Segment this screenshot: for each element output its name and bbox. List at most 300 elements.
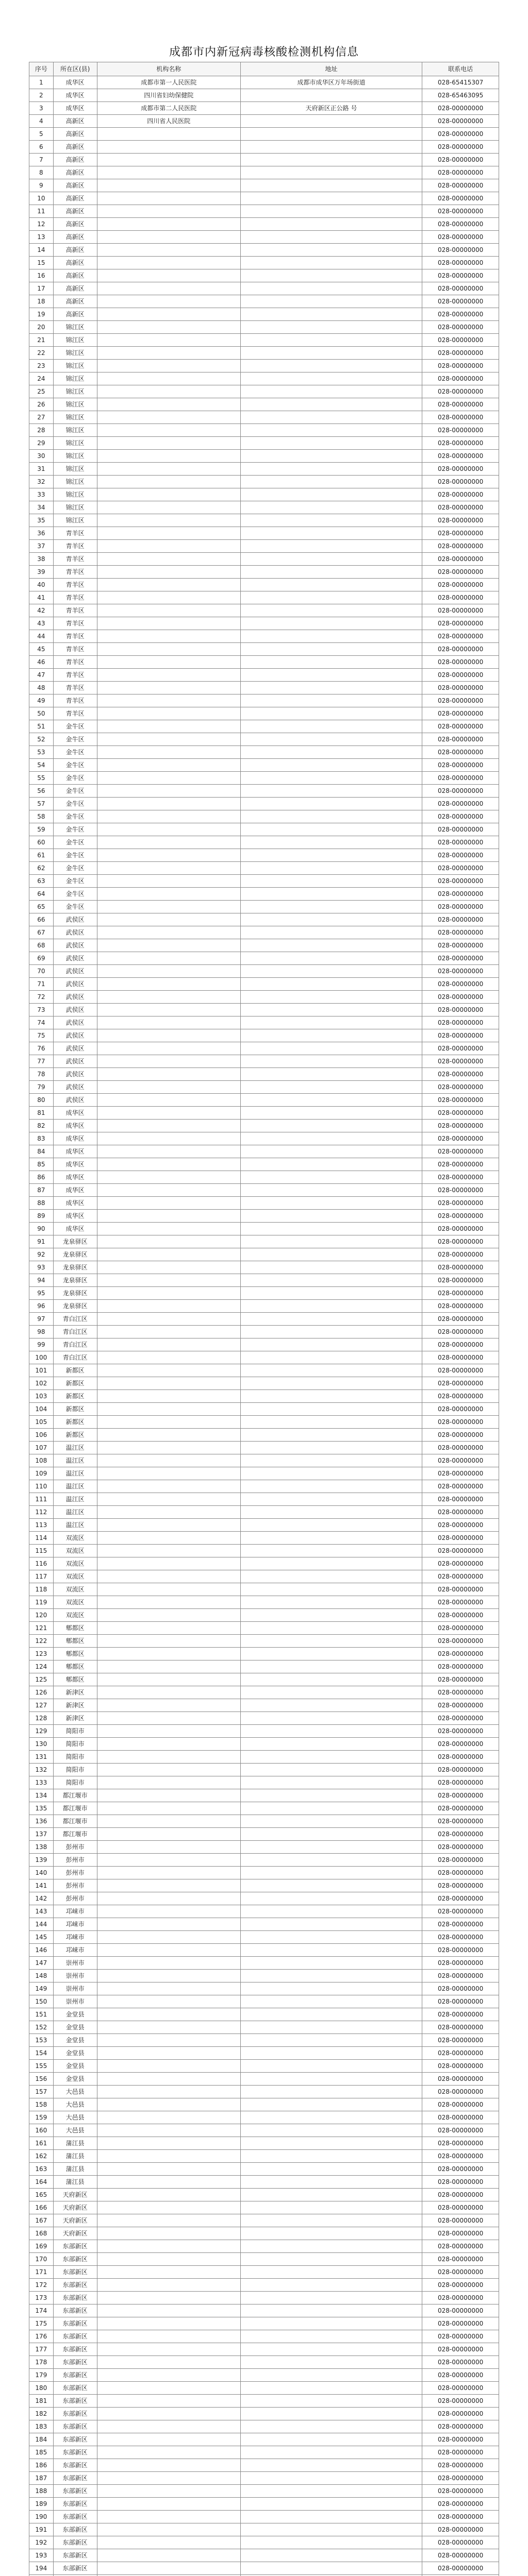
- cell-name: [97, 2047, 240, 2060]
- table-row: [29, 411, 499, 424]
- cell-phone: 028-00000000: [422, 1416, 499, 1429]
- cell-address: [240, 244, 422, 257]
- table-row: [29, 398, 499, 411]
- cell-district: 青羊区: [53, 707, 97, 720]
- cell-address: [240, 166, 422, 179]
- table-row: [29, 952, 499, 965]
- cell-address: [240, 463, 422, 476]
- cell-phone: 028-00000000: [422, 450, 499, 463]
- cell-phone: 028-00000000: [422, 1029, 499, 1042]
- table-row: [29, 978, 499, 991]
- cell-phone: 028-00000000: [422, 694, 499, 707]
- table-row: [29, 1403, 499, 1416]
- cell-district: 高新区: [53, 308, 97, 321]
- cell-no: 61: [29, 849, 54, 862]
- cell-phone: 028-00000000: [422, 553, 499, 566]
- cell-phone: 028-00000000: [422, 1686, 499, 1699]
- cell-name: [97, 2124, 240, 2137]
- cell-district: 成华区: [53, 1223, 97, 1235]
- cell-no: 63: [29, 875, 54, 888]
- cell-name: [97, 926, 240, 939]
- cell-name: [97, 179, 240, 192]
- cell-no: 103: [29, 1390, 54, 1403]
- cell-name: [97, 2420, 240, 2433]
- cell-address: [240, 2562, 422, 2575]
- cell-no: 27: [29, 411, 54, 424]
- table-row: [29, 1235, 499, 1248]
- cell-name: [97, 604, 240, 617]
- cell-phone: 028-00000000: [422, 1094, 499, 1107]
- cell-no: 107: [29, 1442, 54, 1454]
- cell-district: 东部新区: [53, 2266, 97, 2279]
- cell-phone: 028-00000000: [422, 759, 499, 772]
- table-row: [29, 2317, 499, 2330]
- table-row: [29, 205, 499, 218]
- header-address: 地址: [240, 62, 422, 76]
- cell-phone: 028-00000000: [422, 1789, 499, 1802]
- cell-address: [240, 372, 422, 385]
- cell-phone: 028-00000000: [422, 1287, 499, 1300]
- cell-no: 37: [29, 540, 54, 553]
- cell-no: 150: [29, 1995, 54, 2008]
- cell-no: 170: [29, 2253, 54, 2266]
- cell-address: [240, 1944, 422, 1957]
- table-row: [29, 2459, 499, 2472]
- table-row: [29, 707, 499, 720]
- cell-phone: 028-00000000: [422, 2111, 499, 2124]
- cell-district: 大邑县: [53, 2086, 97, 2098]
- table-row: [29, 2150, 499, 2163]
- cell-phone: 028-00000000: [422, 2330, 499, 2343]
- table-row: [29, 1390, 499, 1403]
- table-row: [29, 1557, 499, 1570]
- table-row: [29, 1789, 499, 1802]
- cell-name: [97, 360, 240, 372]
- cell-name: [97, 2214, 240, 2227]
- cell-address: [240, 398, 422, 411]
- cell-district: 新津区: [53, 1699, 97, 1712]
- cell-name: [97, 1107, 240, 1120]
- cell-address: [240, 2098, 422, 2111]
- cell-address: [240, 1184, 422, 1197]
- cell-name: [97, 2201, 240, 2214]
- cell-address: [240, 2279, 422, 2292]
- table-row: [29, 1725, 499, 1738]
- cell-phone: 028-00000000: [422, 1532, 499, 1545]
- table-row: [29, 1854, 499, 1867]
- table-row: [29, 2420, 499, 2433]
- table-row: [29, 2433, 499, 2446]
- cell-address: [240, 669, 422, 682]
- cell-name: [97, 1892, 240, 1905]
- cell-phone: 028-00000000: [422, 244, 499, 257]
- cell-phone: 028-00000000: [422, 1557, 499, 1570]
- cell-phone: 028-00000000: [422, 372, 499, 385]
- cell-no: 3: [29, 102, 54, 115]
- cell-no: 137: [29, 1828, 54, 1841]
- cell-no: 36: [29, 527, 54, 540]
- cell-name: [97, 1248, 240, 1261]
- cell-phone: 028-00000000: [422, 1828, 499, 1841]
- cell-phone: 028-00000000: [422, 1776, 499, 1789]
- cell-district: 双流区: [53, 1545, 97, 1557]
- cell-address: [240, 257, 422, 269]
- cell-address: [240, 1648, 422, 1660]
- cell-district: 锦江区: [53, 411, 97, 424]
- table-row: [29, 1454, 499, 1467]
- cell-district: 东部新区: [53, 2485, 97, 2498]
- cell-phone: 028-00000000: [422, 849, 499, 862]
- cell-address: [240, 334, 422, 347]
- cell-address: [240, 1300, 422, 1313]
- cell-phone: 028-00000000: [422, 514, 499, 527]
- cell-name: [97, 282, 240, 295]
- cell-district: 东部新区: [53, 2304, 97, 2317]
- cell-district: 郫都区: [53, 1648, 97, 1660]
- cell-no: 10: [29, 192, 54, 205]
- cell-phone: 028-00000000: [422, 2189, 499, 2201]
- cell-phone: 028-00000000: [422, 1351, 499, 1364]
- cell-no: 18: [29, 295, 54, 308]
- cell-name: [97, 334, 240, 347]
- table-row: [29, 2485, 499, 2498]
- cell-name: [97, 2369, 240, 2382]
- cell-phone: 028-00000000: [422, 1622, 499, 1635]
- cell-phone: 028-00000000: [422, 810, 499, 823]
- cell-district: 青羊区: [53, 617, 97, 630]
- cell-district: 金牛区: [53, 798, 97, 810]
- table-row: [29, 347, 499, 360]
- table-row: [29, 553, 499, 566]
- table-row: [29, 1493, 499, 1506]
- cell-phone: 028-00000000: [422, 1429, 499, 1442]
- cell-name: [97, 1197, 240, 1210]
- cell-district: 东部新区: [53, 2330, 97, 2343]
- table-row: [29, 1635, 499, 1648]
- cell-phone: 028-00000000: [422, 2047, 499, 2060]
- table-row: [29, 875, 499, 888]
- cell-phone: 028-00000000: [422, 1506, 499, 1519]
- table-body: [29, 76, 499, 2576]
- table-row: [29, 1158, 499, 1171]
- table-row: [29, 115, 499, 128]
- cell-phone: 028-00000000: [422, 398, 499, 411]
- cell-name: [97, 2523, 240, 2536]
- cell-address: [240, 1403, 422, 1416]
- cell-name: [97, 656, 240, 669]
- cell-district: 新都区: [53, 1377, 97, 1390]
- cell-phone: 028-00000000: [422, 1467, 499, 1480]
- cell-address: [240, 1442, 422, 1454]
- table-row: [29, 2021, 499, 2034]
- table-row: [29, 1970, 499, 1982]
- cell-phone: 028-00000000: [422, 2498, 499, 2511]
- cell-name: [97, 2562, 240, 2575]
- cell-district: 青羊区: [53, 591, 97, 604]
- table-row: [29, 1841, 499, 1854]
- cell-district: 高新区: [53, 295, 97, 308]
- cell-address: [240, 1506, 422, 1519]
- cell-no: 99: [29, 1338, 54, 1351]
- cell-district: 彭州市: [53, 1841, 97, 1854]
- cell-no: 47: [29, 669, 54, 682]
- cell-district: 龙泉驿区: [53, 1300, 97, 1313]
- cell-district: 郫都区: [53, 1660, 97, 1673]
- cell-phone: 028-00000000: [422, 540, 499, 553]
- cell-address: [240, 1970, 422, 1982]
- cell-name: [97, 1686, 240, 1699]
- cell-address: [240, 1467, 422, 1480]
- table-row: [29, 1429, 499, 1442]
- cell-no: 128: [29, 1712, 54, 1725]
- cell-address: [240, 720, 422, 733]
- cell-phone: 028-00000000: [422, 566, 499, 579]
- cell-phone: 028-00000000: [422, 1390, 499, 1403]
- cell-address: [240, 308, 422, 321]
- cell-name: [97, 1068, 240, 1081]
- cell-phone: 028-00000000: [422, 501, 499, 514]
- cell-address: [240, 1815, 422, 1828]
- cell-address: [240, 540, 422, 553]
- cell-name: [97, 1377, 240, 1390]
- cell-phone: 028-00000000: [422, 1480, 499, 1493]
- table-row: [29, 2562, 499, 2575]
- cell-district: 都江堰市: [53, 1828, 97, 1841]
- cell-district: 锦江区: [53, 360, 97, 372]
- cell-address: [240, 836, 422, 849]
- cell-name: [97, 154, 240, 166]
- cell-district: 成华区: [53, 1197, 97, 1210]
- cell-no: 54: [29, 759, 54, 772]
- cell-district: 成华区: [53, 1132, 97, 1145]
- cell-phone: 028-00000000: [422, 1274, 499, 1287]
- cell-name: [97, 1313, 240, 1326]
- cell-name: [97, 1235, 240, 1248]
- cell-district: 成华区: [53, 1107, 97, 1120]
- cell-phone: 028-00000000: [422, 1004, 499, 1016]
- table-row: [29, 1184, 499, 1197]
- cell-no: 118: [29, 1583, 54, 1596]
- cell-no: 156: [29, 2073, 54, 2086]
- table-row: [29, 2395, 499, 2408]
- table-row: [29, 1042, 499, 1055]
- cell-no: 126: [29, 1686, 54, 1699]
- cell-no: 94: [29, 1274, 54, 1287]
- cell-address: [240, 115, 422, 128]
- cell-no: 43: [29, 617, 54, 630]
- cell-address: [240, 2549, 422, 2562]
- cell-address: [240, 1235, 422, 1248]
- cell-no: 31: [29, 463, 54, 476]
- table-row: [29, 630, 499, 643]
- cell-address: [240, 2433, 422, 2446]
- table-row: [29, 1326, 499, 1338]
- table-row: [29, 1673, 499, 1686]
- cell-name: [97, 1338, 240, 1351]
- cell-address: [240, 1828, 422, 1841]
- cell-district: 东部新区: [53, 2240, 97, 2253]
- cell-phone: 028-00000000: [422, 308, 499, 321]
- cell-phone: 028-00000000: [422, 424, 499, 437]
- cell-phone: 028-00000000: [422, 1995, 499, 2008]
- cell-address: [240, 2086, 422, 2098]
- cell-phone: 028-00000000: [422, 952, 499, 965]
- cell-address: [240, 2253, 422, 2266]
- cell-phone: 028-00000000: [422, 1944, 499, 1957]
- cell-name: [97, 965, 240, 978]
- table-row: [29, 1313, 499, 1326]
- cell-address: [240, 2382, 422, 2395]
- cell-district: 郫都区: [53, 1635, 97, 1648]
- cell-no: 179: [29, 2369, 54, 2382]
- cell-name: [97, 1480, 240, 1493]
- table-row: [29, 2343, 499, 2356]
- table-row: [29, 2536, 499, 2549]
- cell-phone: 028-00000000: [422, 1313, 499, 1326]
- cell-address: [240, 798, 422, 810]
- table-row: [29, 1892, 499, 1905]
- cell-district: 蒲江县: [53, 2150, 97, 2163]
- cell-district: 高新区: [53, 128, 97, 141]
- cell-district: 新津区: [53, 1686, 97, 1699]
- cell-address: [240, 1596, 422, 1609]
- cell-district: 金堂县: [53, 2034, 97, 2047]
- cell-address: [240, 2317, 422, 2330]
- cell-district: 邛崃市: [53, 1944, 97, 1957]
- table-row: [29, 2047, 499, 2060]
- cell-name: [97, 1854, 240, 1867]
- cell-no: 69: [29, 952, 54, 965]
- cell-phone: 028-00000000: [422, 733, 499, 746]
- cell-name: [97, 2227, 240, 2240]
- table-row: [29, 720, 499, 733]
- cell-district: 都江堰市: [53, 1789, 97, 1802]
- cell-address: [240, 1377, 422, 1390]
- cell-name: [97, 1673, 240, 1686]
- cell-name: [97, 1712, 240, 1725]
- table-row: [29, 385, 499, 398]
- cell-district: 东部新区: [53, 2382, 97, 2395]
- table-row: [29, 1197, 499, 1210]
- cell-address: [240, 2137, 422, 2150]
- cell-name: [97, 875, 240, 888]
- cell-name: [97, 372, 240, 385]
- cell-no: 184: [29, 2433, 54, 2446]
- cell-district: 东部新区: [53, 2369, 97, 2382]
- cell-name: [97, 1081, 240, 1094]
- cell-district: 青羊区: [53, 630, 97, 643]
- cell-address: [240, 746, 422, 759]
- cell-address: [240, 2485, 422, 2498]
- cell-phone: 028-00000000: [422, 2008, 499, 2021]
- cell-name: [97, 1042, 240, 1055]
- cell-district: 锦江区: [53, 514, 97, 527]
- cell-no: 67: [29, 926, 54, 939]
- cell-district: 武侯区: [53, 1016, 97, 1029]
- cell-district: 龙泉驿区: [53, 1235, 97, 1248]
- cell-phone: 028-00000000: [422, 2279, 499, 2292]
- cell-address: [240, 1132, 422, 1145]
- cell-district: 金牛区: [53, 836, 97, 849]
- cell-no: 185: [29, 2446, 54, 2459]
- cell-no: 143: [29, 1905, 54, 1918]
- cell-address: [240, 875, 422, 888]
- cell-address: [240, 1042, 422, 1055]
- cell-address: [240, 579, 422, 591]
- cell-phone: 028-00000000: [422, 411, 499, 424]
- cell-name: 成都市第二人民医院: [97, 102, 240, 115]
- cell-address: [240, 991, 422, 1004]
- table-row: [29, 1094, 499, 1107]
- cell-no: 106: [29, 1429, 54, 1442]
- header-name: 机构名称: [97, 62, 240, 76]
- cell-phone: 028-00000000: [422, 179, 499, 192]
- cell-district: 金堂县: [53, 2073, 97, 2086]
- cell-no: 7: [29, 154, 54, 166]
- cell-phone: 028-00000000: [422, 1132, 499, 1145]
- cell-no: 167: [29, 2214, 54, 2227]
- cell-no: 93: [29, 1261, 54, 1274]
- cell-name: [97, 1519, 240, 1532]
- cell-district: 温江区: [53, 1480, 97, 1493]
- table-row: [29, 321, 499, 334]
- cell-phone: 028-00000000: [422, 2163, 499, 2176]
- cell-name: [97, 862, 240, 875]
- cell-address: [240, 591, 422, 604]
- cell-no: 178: [29, 2356, 54, 2369]
- table-row: [29, 656, 499, 669]
- cell-phone: 028-00000000: [422, 2317, 499, 2330]
- cell-phone: 028-00000000: [422, 1158, 499, 1171]
- table-row: [29, 2189, 499, 2201]
- table-row: [29, 488, 499, 501]
- table-row: [29, 2008, 499, 2021]
- cell-no: 38: [29, 553, 54, 566]
- cell-phone: 028-00000000: [422, 2549, 499, 2562]
- cell-address: [240, 1686, 422, 1699]
- table-row: [29, 1828, 499, 1841]
- table-row: [29, 2137, 499, 2150]
- cell-address: [240, 643, 422, 656]
- cell-no: 177: [29, 2343, 54, 2356]
- cell-district: 郫都区: [53, 1673, 97, 1686]
- cell-no: 173: [29, 2292, 54, 2304]
- cell-address: [240, 2292, 422, 2304]
- cell-phone: 028-00000000: [422, 2459, 499, 2472]
- cell-district: 东部新区: [53, 2446, 97, 2459]
- cell-district: 武侯区: [53, 1094, 97, 1107]
- cell-district: 武侯区: [53, 952, 97, 965]
- cell-address: [240, 823, 422, 836]
- cell-no: 117: [29, 1570, 54, 1583]
- cell-no: 109: [29, 1467, 54, 1480]
- cell-address: [240, 1029, 422, 1042]
- cell-district: 青羊区: [53, 656, 97, 669]
- cell-phone: 028-00000000: [422, 154, 499, 166]
- cell-phone: 028-00000000: [422, 2382, 499, 2395]
- cell-no: 142: [29, 1892, 54, 1905]
- cell-name: [97, 1029, 240, 1042]
- cell-address: [240, 1364, 422, 1377]
- cell-no: 182: [29, 2408, 54, 2420]
- table-row: [29, 154, 499, 166]
- cell-no: 102: [29, 1377, 54, 1390]
- cell-no: 90: [29, 1223, 54, 1235]
- cell-address: [240, 707, 422, 720]
- cell-no: 8: [29, 166, 54, 179]
- cell-phone: 028-00000000: [422, 1197, 499, 1210]
- cell-phone: 028-00000000: [422, 1442, 499, 1454]
